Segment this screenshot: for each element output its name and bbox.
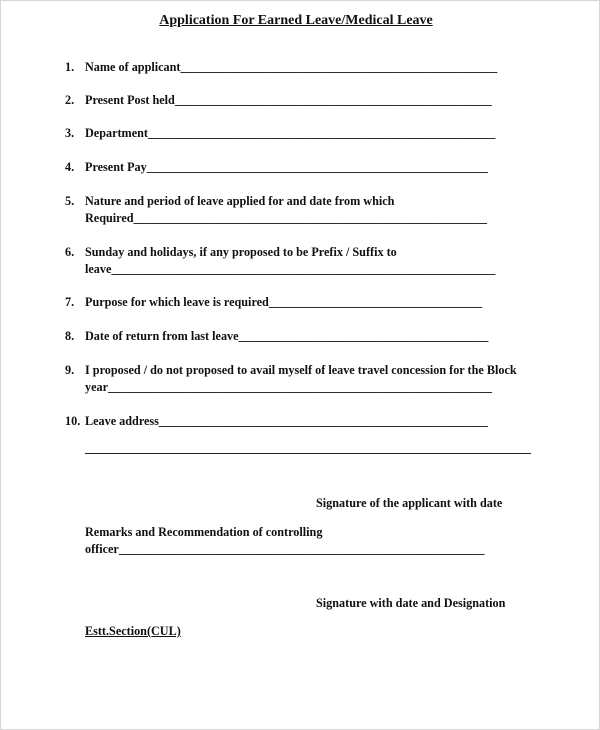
item-number: 5. <box>65 194 75 208</box>
item-label: Name of applicant____________________________________________________ <box>85 60 498 74</box>
signature-applicant-label: Signature of the applicant with date <box>316 496 503 510</box>
estt-section-label: Estt.Section(CUL) <box>85 624 181 638</box>
form-title: Application For Earned Leave/Medical Leave <box>159 13 433 28</box>
item-number: 4. <box>65 160 75 174</box>
item-label: Date of return from last leave_________________________________________ <box>85 329 489 343</box>
item-label-continued: year_______________________________________________________________ <box>85 380 492 394</box>
item-label: Nature and period of leave applied for and date from which <box>85 194 395 208</box>
item-number: 7. <box>65 295 75 309</box>
item-number: 3. <box>65 126 75 140</box>
item-label: I proposed / do not proposed to avail myself of leave travel concession for the Block <box>85 363 517 377</box>
item-number: 1. <box>65 60 75 74</box>
item-label: Department_________________________________________________________ <box>85 126 496 140</box>
item-label: Present Post held____________________________________________________ <box>85 93 492 107</box>
item-label: Leave address______________________________________________________ <box>85 414 488 428</box>
item-number: 9. <box>65 363 75 377</box>
item-number: 6. <box>65 245 75 259</box>
remarks-block[interactable] <box>85 524 484 558</box>
item-label: Sunday and holidays, if any proposed to be Prefix / Suffix to <box>85 245 397 259</box>
item-number: 8. <box>65 329 75 343</box>
leave-address-extra-line[interactable] <box>85 453 531 454</box>
item-label: Purpose for which leave is required___________________________________ <box>85 295 483 309</box>
signature-designation-label: Signature with date and Designation <box>316 596 506 610</box>
item-label-continued: Required__________________________________________________________ <box>85 211 487 225</box>
item-label-continued: leave_______________________________________________________________ <box>85 262 496 276</box>
item-number: 10. <box>65 414 81 428</box>
item-label: Present Pay________________________________________________________ <box>85 160 488 174</box>
item-number: 2. <box>65 93 75 107</box>
remarks-officer-line: officer____________________________________________________________ <box>85 542 485 556</box>
remarks-label: Remarks and Recommendation of controlling <box>85 525 323 539</box>
